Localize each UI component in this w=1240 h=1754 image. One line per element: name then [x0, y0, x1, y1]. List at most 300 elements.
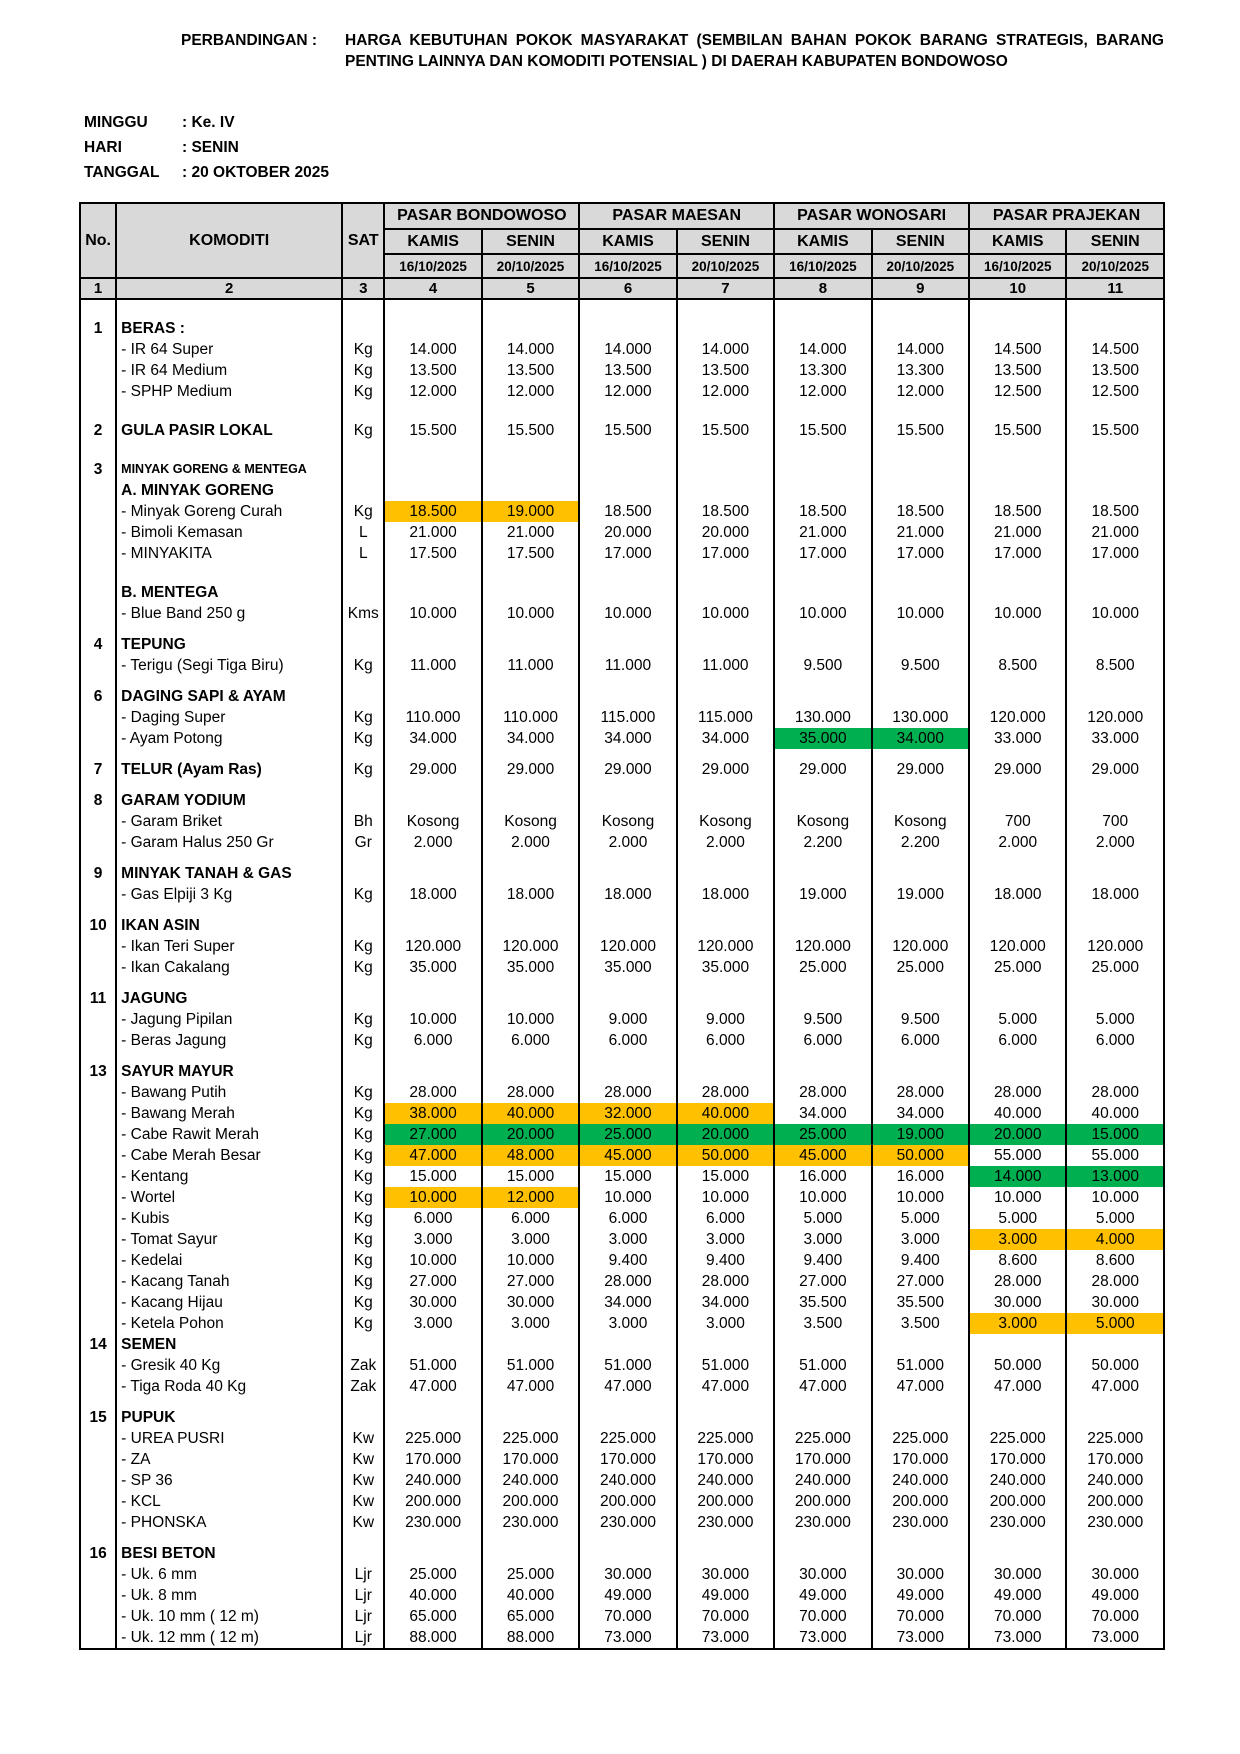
row-number: [80, 1187, 116, 1208]
unit: [342, 863, 384, 884]
price-cell: 34.000: [579, 728, 676, 749]
price-cell: [677, 441, 774, 459]
price-cell: 170.000: [1066, 1449, 1164, 1470]
price-cell: 12.000: [677, 381, 774, 402]
price-cell: 50.000: [1066, 1355, 1164, 1376]
price-cell: [579, 634, 676, 655]
price-cell: 13.300: [872, 360, 969, 381]
price-cell: 47.000: [1066, 1376, 1164, 1397]
price-cell: 18.000: [482, 884, 579, 905]
price-cell: [384, 441, 481, 459]
price-cell: 15.000: [384, 1166, 481, 1187]
price-cell: [482, 402, 579, 420]
price-cell: [482, 780, 579, 790]
unit: [342, 441, 384, 459]
price-cell: [774, 686, 871, 707]
price-cell: 51.000: [872, 1355, 969, 1376]
row-number: [80, 1585, 116, 1606]
price-cell: 14.000: [384, 339, 481, 360]
price-cell: [579, 676, 676, 686]
price-cell: 21.000: [1066, 522, 1164, 543]
meta-tanggal-value: : 20 OKTOBER 2025: [182, 164, 330, 181]
price-comparison-table: [79, 202, 1165, 1650]
price-cell: [969, 1543, 1066, 1564]
category-row: [80, 790, 1164, 811]
price-cell: 73.000: [969, 1627, 1066, 1649]
price-cell: 3.000: [579, 1313, 676, 1334]
col-number: 11: [1066, 278, 1164, 299]
price-cell: 120.000: [774, 936, 871, 957]
row-number: [80, 1470, 116, 1491]
price-cell: [774, 676, 871, 686]
row-number: [80, 1145, 116, 1166]
price-cell: 9.400: [872, 1250, 969, 1271]
price-cell: [872, 1051, 969, 1061]
price-cell: [677, 790, 774, 811]
price-cell: [872, 905, 969, 915]
commodity-name: - Garam Halus 250 Gr: [116, 832, 342, 853]
unit: Kg: [342, 1292, 384, 1313]
unit: Kg: [342, 957, 384, 978]
price-cell: 240.000: [774, 1470, 871, 1491]
price-cell: [969, 1407, 1066, 1428]
header-market-prajekan: PASAR PRAJEKAN: [969, 203, 1164, 229]
price-cell: 12.000: [482, 381, 579, 402]
price-cell: [384, 790, 481, 811]
spacer-row: [80, 402, 1164, 420]
row-number: [80, 1124, 116, 1145]
price-cell: [1066, 634, 1164, 655]
price-cell: 28.000: [384, 1082, 481, 1103]
col-number: 5: [482, 278, 579, 299]
category-name: [116, 853, 342, 863]
price-cell: 200.000: [969, 1491, 1066, 1512]
row-number: [80, 780, 116, 790]
price-cell: 10.000: [1066, 603, 1164, 624]
price-cell: 5.000: [969, 1208, 1066, 1229]
price-cell: 17.000: [579, 543, 676, 564]
price-cell: [579, 988, 676, 1009]
row-number: 13: [80, 1061, 116, 1082]
meta-minggu-label: MINGGU: [84, 114, 148, 131]
price-cell: [774, 1543, 871, 1564]
price-cell: [774, 1397, 871, 1407]
commodity-name: - Kubis: [116, 1208, 342, 1229]
price-cell: 28.000: [872, 1082, 969, 1103]
unit: Kg: [342, 707, 384, 728]
price-cell: [872, 1543, 969, 1564]
price-cell: 28.000: [969, 1082, 1066, 1103]
price-cell: [969, 402, 1066, 420]
header-komoditi: KOMODITI: [116, 203, 342, 278]
price-cell: [774, 853, 871, 863]
category-name: [116, 749, 342, 759]
price-cell: [872, 780, 969, 790]
price-cell: 2.000: [969, 832, 1066, 853]
price-cell: [677, 1533, 774, 1543]
price-cell: 33.000: [969, 728, 1066, 749]
price-cell: [677, 780, 774, 790]
price-cell: [872, 1533, 969, 1543]
table-row: [80, 728, 1164, 749]
commodity-name: - Ayam Potong: [116, 728, 342, 749]
price-cell: 88.000: [384, 1627, 481, 1649]
price-cell: [384, 1061, 481, 1082]
price-cell: 27.000: [482, 1271, 579, 1292]
unit: [342, 582, 384, 603]
price-cell: [969, 863, 1066, 884]
price-cell: 16.000: [872, 1166, 969, 1187]
spacer-row: [80, 978, 1164, 988]
price-cell: 230.000: [774, 1512, 871, 1533]
price-cell: 5.000: [1066, 1208, 1164, 1229]
unit: Ljr: [342, 1564, 384, 1585]
unit: [342, 299, 384, 318]
price-cell: [384, 480, 481, 501]
price-cell: 230.000: [677, 1512, 774, 1533]
table-row: [80, 1208, 1164, 1229]
price-cell: 6.000: [677, 1030, 774, 1051]
category-name: IKAN ASIN: [116, 915, 342, 936]
price-cell: [579, 1397, 676, 1407]
price-cell: 34.000: [384, 728, 481, 749]
category-name: TELUR (Ayam Ras): [116, 759, 342, 780]
commodity-name: - IR 64 Medium: [116, 360, 342, 381]
commodity-name: - Uk. 12 mm ( 12 m): [116, 1627, 342, 1649]
price-cell: 170.000: [384, 1449, 481, 1470]
price-cell: 120.000: [969, 707, 1066, 728]
category-name: B. MENTEGA: [116, 582, 342, 603]
unit: Ljr: [342, 1585, 384, 1606]
price-cell: 10.000: [579, 1187, 676, 1208]
row-number: [80, 1606, 116, 1627]
price-cell: Kosong: [482, 811, 579, 832]
header-date-senin: 20/10/2025: [872, 254, 969, 278]
price-cell: 30.000: [677, 1564, 774, 1585]
price-cell: 34.000: [677, 728, 774, 749]
price-cell: 70.000: [1066, 1606, 1164, 1627]
price-cell: [384, 863, 481, 884]
header-market-bondowoso: PASAR BONDOWOSO: [384, 203, 579, 229]
price-cell: [677, 624, 774, 634]
unit: [342, 915, 384, 936]
spacer-row: [80, 905, 1164, 915]
price-cell: 15.000: [482, 1166, 579, 1187]
price-cell: [384, 318, 481, 339]
meta-tanggal-label: TANGGAL: [84, 164, 160, 181]
price-cell: [1066, 564, 1164, 582]
price-cell: [677, 582, 774, 603]
meta-tanggal: [84, 160, 329, 185]
price-cell: [969, 624, 1066, 634]
price-cell: 34.000: [872, 728, 969, 749]
price-cell: 30.000: [1066, 1564, 1164, 1585]
price-cell: 700: [969, 811, 1066, 832]
price-cell: [677, 480, 774, 501]
unit: Kg: [342, 884, 384, 905]
price-cell: 9.500: [872, 655, 969, 676]
price-cell: 14.500: [969, 339, 1066, 360]
unit: Kg: [342, 1124, 384, 1145]
price-cell: 6.000: [579, 1208, 676, 1229]
category-name: SEMEN: [116, 1334, 342, 1355]
meta-hari: [84, 135, 329, 160]
category-name: MINYAK GORENG & MENTEGA: [116, 459, 342, 480]
price-cell: [579, 299, 676, 318]
price-cell: 17.000: [872, 543, 969, 564]
row-number: [80, 1009, 116, 1030]
price-cell: 65.000: [384, 1606, 481, 1627]
price-cell: 88.000: [482, 1627, 579, 1649]
price-cell: 18.000: [579, 884, 676, 905]
price-cell: 11.000: [384, 655, 481, 676]
price-cell: [677, 853, 774, 863]
price-cell: 15.500: [677, 420, 774, 441]
price-cell: 17.000: [969, 543, 1066, 564]
price-cell: 29.000: [579, 759, 676, 780]
unit: Kg: [342, 1082, 384, 1103]
category-name: JAGUNG: [116, 988, 342, 1009]
title-text: HARGA KEBUTUHAN POKOK MASYARAKAT (SEMBILAN BAHAN POKOK BARANG STRATEGIS, BARANG PENTING LAINNYA DAN KOMODITI POTENSIAL ) DI DAERAH KABUPATEN BONDOWOSO: [345, 32, 1164, 70]
price-cell: [482, 1334, 579, 1355]
price-cell: [384, 402, 481, 420]
price-cell: [579, 1407, 676, 1428]
price-cell: 11.000: [579, 655, 676, 676]
row-number: [80, 1449, 116, 1470]
price-cell: 10.000: [774, 1187, 871, 1208]
row-number: [80, 1208, 116, 1229]
unit: [342, 1051, 384, 1061]
category-name: BESI BETON: [116, 1543, 342, 1564]
price-cell: 120.000: [579, 936, 676, 957]
price-cell: [384, 634, 481, 655]
row-number: [80, 1250, 116, 1271]
price-cell: [774, 915, 871, 936]
price-cell: [1066, 1533, 1164, 1543]
row-number: [80, 1082, 116, 1103]
price-cell: 14.000: [677, 339, 774, 360]
price-cell: 10.000: [872, 603, 969, 624]
spacer-row: [80, 1051, 1164, 1061]
price-cell: [384, 459, 481, 480]
commodity-name: - Ketela Pohon: [116, 1313, 342, 1334]
category-name: [116, 564, 342, 582]
price-cell: 200.000: [579, 1491, 676, 1512]
price-cell: [872, 624, 969, 634]
price-cell: 240.000: [969, 1470, 1066, 1491]
header-day-senin: SENIN: [872, 229, 969, 254]
price-cell: [579, 582, 676, 603]
price-cell: [969, 564, 1066, 582]
header-date-senin: 20/10/2025: [677, 254, 774, 278]
price-cell: 8.600: [969, 1250, 1066, 1271]
price-cell: 34.000: [482, 728, 579, 749]
commodity-name: - Bimoli Kemasan: [116, 522, 342, 543]
price-cell: [969, 978, 1066, 988]
meta-hari-label: HARI: [84, 139, 122, 156]
price-cell: [482, 582, 579, 603]
unit: Kw: [342, 1491, 384, 1512]
price-cell: [872, 988, 969, 1009]
category-row: [80, 420, 1164, 441]
price-cell: 230.000: [969, 1512, 1066, 1533]
price-cell: 28.000: [677, 1082, 774, 1103]
price-cell: [774, 863, 871, 884]
category-name: [116, 441, 342, 459]
price-cell: 15.000: [579, 1166, 676, 1187]
header-date-kamis: 16/10/2025: [579, 254, 676, 278]
price-cell: [774, 1051, 871, 1061]
price-cell: 240.000: [677, 1470, 774, 1491]
price-cell: Kosong: [774, 811, 871, 832]
price-cell: [969, 853, 1066, 863]
unit: Kw: [342, 1470, 384, 1491]
price-cell: 70.000: [579, 1606, 676, 1627]
price-cell: 14.000: [774, 339, 871, 360]
price-cell: [579, 459, 676, 480]
price-cell: [1066, 790, 1164, 811]
commodity-name: - Uk. 10 mm ( 12 m): [116, 1606, 342, 1627]
table-row: [80, 1627, 1164, 1649]
row-number: [80, 1103, 116, 1124]
price-cell: 3.500: [872, 1313, 969, 1334]
price-cell: 9.500: [774, 1009, 871, 1030]
price-cell: 30.000: [969, 1564, 1066, 1585]
price-cell: 34.000: [872, 1103, 969, 1124]
price-cell: 47.000: [579, 1376, 676, 1397]
price-cell: [1066, 863, 1164, 884]
unit: [342, 978, 384, 988]
header-date-kamis: 16/10/2025: [774, 254, 871, 278]
price-cell: 110.000: [482, 707, 579, 728]
category-row: [80, 915, 1164, 936]
commodity-name: - Garam Briket: [116, 811, 342, 832]
price-cell: [482, 1051, 579, 1061]
unit: Ljr: [342, 1627, 384, 1649]
table-row: [80, 603, 1164, 624]
row-number: [80, 1376, 116, 1397]
unit: Kg: [342, 1187, 384, 1208]
price-cell: [384, 1051, 481, 1061]
row-number: [80, 1512, 116, 1533]
price-cell: 25.000: [969, 957, 1066, 978]
price-cell: 35.500: [774, 1292, 871, 1313]
row-number: 4: [80, 634, 116, 655]
price-cell: 9.400: [677, 1250, 774, 1271]
unit: Kg: [342, 655, 384, 676]
table-row: [80, 1250, 1164, 1271]
price-cell: [969, 318, 1066, 339]
price-cell: [677, 634, 774, 655]
category-row: [80, 1334, 1164, 1355]
price-cell: 14.500: [1066, 339, 1164, 360]
price-cell: [1066, 978, 1164, 988]
table-row: [80, 1313, 1164, 1334]
price-cell: 170.000: [677, 1449, 774, 1470]
unit: Kg: [342, 501, 384, 522]
row-number: [80, 957, 116, 978]
price-cell: [384, 853, 481, 863]
price-cell: 2.000: [677, 832, 774, 853]
unit: [342, 624, 384, 634]
price-cell: [969, 1051, 1066, 1061]
price-cell: [1066, 676, 1164, 686]
price-cell: 13.500: [384, 360, 481, 381]
price-cell: 2.000: [482, 832, 579, 853]
report-meta: [84, 110, 329, 185]
price-cell: [677, 1334, 774, 1355]
price-cell: [1066, 988, 1164, 1009]
unit: [342, 634, 384, 655]
commodity-name: - Minyak Goreng Curah: [116, 501, 342, 522]
commodity-name: - ZA: [116, 1449, 342, 1470]
price-cell: [579, 749, 676, 759]
price-cell: 55.000: [969, 1145, 1066, 1166]
table-row: [80, 1491, 1164, 1512]
price-cell: 34.000: [677, 1292, 774, 1313]
price-cell: [774, 1407, 871, 1428]
price-cell: 18.500: [384, 501, 481, 522]
price-cell: [1066, 299, 1164, 318]
row-number: [80, 1292, 116, 1313]
unit: Kg: [342, 1030, 384, 1051]
price-cell: 73.000: [774, 1627, 871, 1649]
price-cell: [774, 624, 871, 634]
price-cell: 240.000: [872, 1470, 969, 1491]
price-cell: 9.400: [774, 1250, 871, 1271]
price-cell: Kosong: [579, 811, 676, 832]
header-day-kamis: KAMIS: [969, 229, 1066, 254]
commodity-name: - Cabe Merah Besar: [116, 1145, 342, 1166]
price-cell: 13.500: [969, 360, 1066, 381]
commodity-name: - IR 64 Super: [116, 339, 342, 360]
price-cell: [1066, 1061, 1164, 1082]
table-row: [80, 936, 1164, 957]
price-cell: 120.000: [384, 936, 481, 957]
spacer-row: [80, 624, 1164, 634]
price-cell: 6.000: [872, 1030, 969, 1051]
category-name: GARAM YODIUM: [116, 790, 342, 811]
unit: [342, 749, 384, 759]
price-cell: [969, 1397, 1066, 1407]
price-cell: 110.000: [384, 707, 481, 728]
price-cell: 28.000: [579, 1271, 676, 1292]
row-number: [80, 360, 116, 381]
price-cell: [872, 676, 969, 686]
commodity-name: - Bawang Merah: [116, 1103, 342, 1124]
price-cell: 50.000: [872, 1145, 969, 1166]
price-cell: 200.000: [774, 1491, 871, 1512]
category-name: SAYUR MAYUR: [116, 1061, 342, 1082]
price-cell: 13.000: [1066, 1166, 1164, 1187]
price-cell: 45.000: [774, 1145, 871, 1166]
row-number: 10: [80, 915, 116, 936]
price-cell: 225.000: [1066, 1428, 1164, 1449]
price-cell: [482, 915, 579, 936]
price-cell: [579, 1334, 676, 1355]
price-cell: 6.000: [384, 1208, 481, 1229]
price-cell: [1066, 1051, 1164, 1061]
price-cell: [872, 459, 969, 480]
price-cell: 10.000: [482, 603, 579, 624]
price-cell: 40.000: [384, 1585, 481, 1606]
unit: [342, 1543, 384, 1564]
price-cell: 6.000: [482, 1208, 579, 1229]
col-number: 2: [116, 278, 342, 299]
commodity-name: - MINYAKITA: [116, 543, 342, 564]
price-cell: 73.000: [1066, 1627, 1164, 1649]
table-row: [80, 1606, 1164, 1627]
